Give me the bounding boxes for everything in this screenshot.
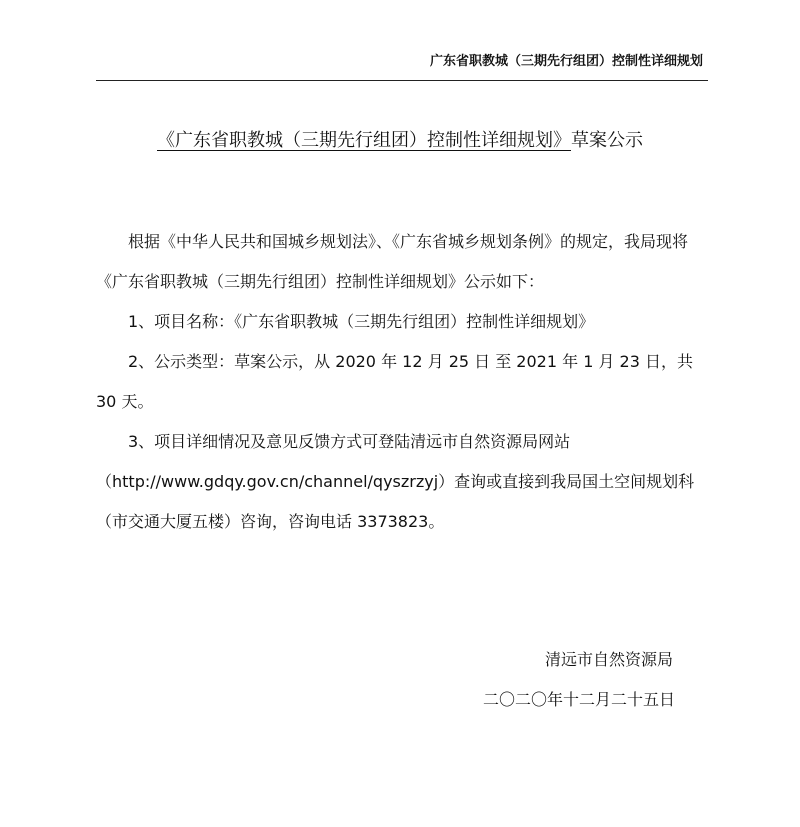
notice-body: [96, 222, 708, 542]
issuing-organization: 清远市自然资源局: [544, 650, 673, 669]
document-title: [0, 128, 800, 154]
paragraph-contact-info: 3、项目详细情况及意见反馈方式可登陆清远市自然资源局网站（http://www.gdqy.gov.cn/channel/qyszrzyj）查询或直接到我局国土空间规划科（市交通大厦五楼）咨询，咨询电话 3373823。: [96, 432, 695, 531]
document-title-suffix: 草案公示: [571, 130, 643, 151]
paragraph-project-name: 1、项目名称：《广东省职教城（三期先行组团）控制性详细规划》: [128, 312, 595, 331]
header-rule: [96, 80, 708, 81]
paragraph-legal-basis: 根据《中华人民共和国城乡规划法》、《广东省城乡规划条例》的规定，我局现将《广东省职教城（三期先行组团）控制性详细规划》公示如下：: [96, 232, 689, 291]
signature-block: [483, 648, 673, 712]
running-header: 广东省职教城（三期先行组团）控制性详细规划: [429, 54, 703, 69]
paragraph-notice-period: 2、公示类型：草案公示，从 2020 年 12 月 25 日 至 2021 年 1 月 23 日，共 30 天。: [96, 352, 693, 411]
document-title-main: 《广东省职教城（三期先行组团）控制性详细规划》: [157, 130, 571, 151]
issue-date: 二〇二〇年十二月二十五日: [482, 690, 675, 709]
